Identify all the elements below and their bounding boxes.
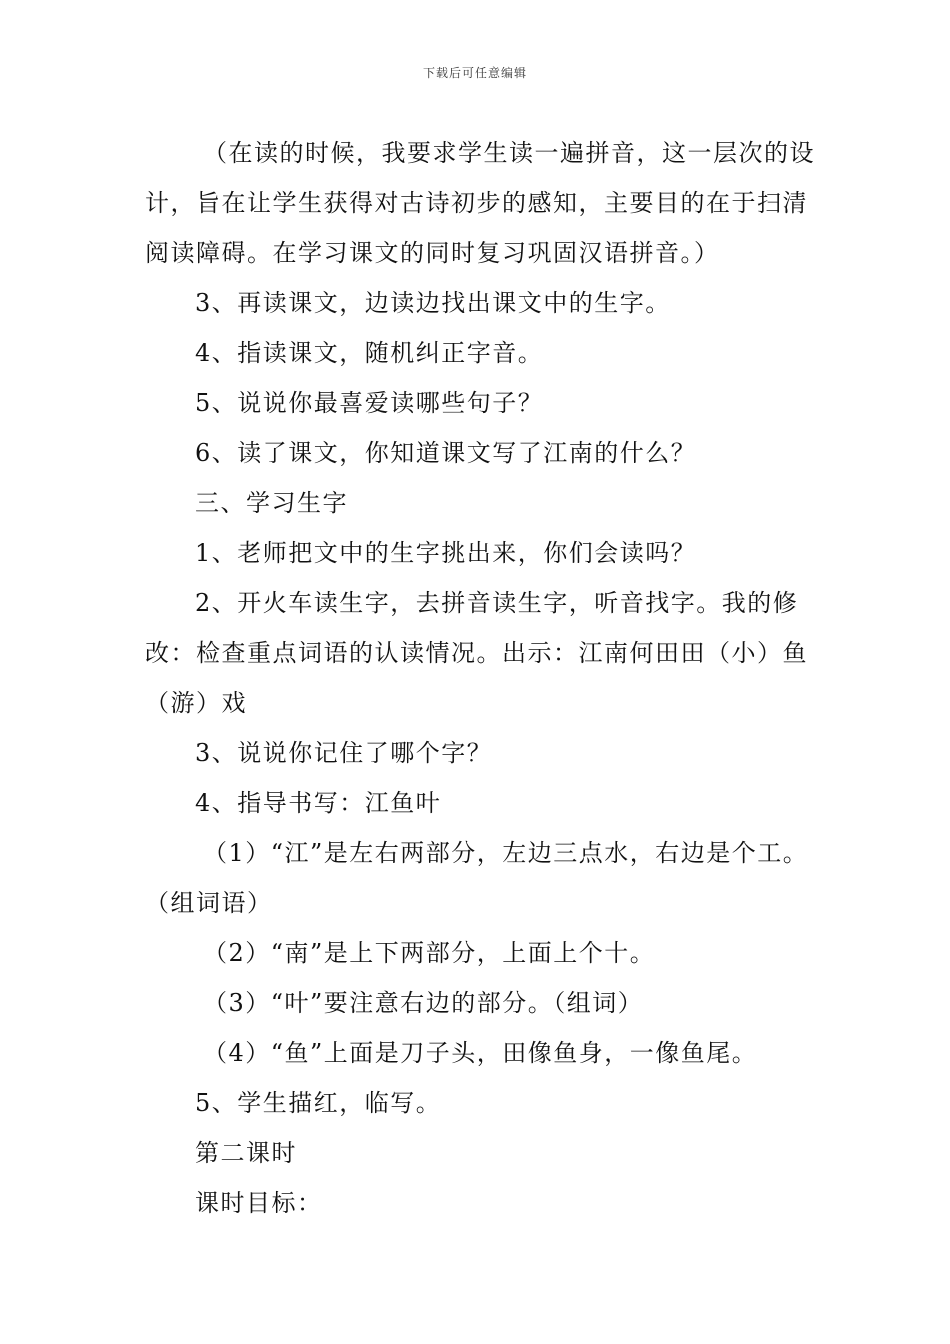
paragraph-char-step-3: 3、说说你记住了哪个字？: [195, 739, 493, 767]
section-heading-lesson-goals: 课时目标：: [195, 1189, 323, 1217]
paragraph-writing-ye: （3）“叶”要注意右边的部分。（组词）: [203, 989, 644, 1017]
paragraph-writing-yu: （4）“鱼”上面是刀子头，田像鱼身，一像鱼尾。: [203, 1039, 758, 1067]
paragraph-step-6-content: 6、读了课文，你知道课文写了江南的什么？: [195, 439, 697, 467]
section-heading-learn-characters: 三、学习生字: [195, 489, 348, 517]
paragraph-writing-jiang: （1）“江”是左右两部分，左边三点水，右边是个工。（组词语）: [145, 839, 809, 917]
document-body: [145, 128, 815, 1228]
paragraph-step-4-read: 4、指读课文，随机纠正字音。: [195, 339, 544, 367]
paragraph-design-note: （在读的时候，我要求学生读一遍拼音，这一层次的设计，旨在让学生获得对古诗初步的感知，主要目的在于扫清阅读障碍。在学习课文的同时复习巩固汉语拼音。）: [145, 139, 815, 267]
paragraph-writing-nan: （2）“南”是上下两部分，上面上个十。: [203, 939, 656, 967]
paragraph-step-5-favorite: 5、说说你最喜爱读哪些句子？: [195, 389, 544, 417]
section-heading-second-lesson: 第二课时: [195, 1139, 297, 1167]
paragraph-char-step-4: 4、指导书写：江鱼叶: [195, 789, 442, 817]
paragraph-step-3-reread: 3、再读课文，边读边找出课文中的生字。: [195, 289, 671, 317]
paragraph-char-step-2: 2、开火车读生字，去拼音读生字，听音找字。我的修改：检查重点词语的认读情况。出示：江南何田田（小）鱼（游）戏: [145, 589, 808, 717]
page-header-note: 下载后可任意编辑: [422, 66, 527, 80]
paragraph-char-step-1: 1、老师把文中的生字挑出来，你们会读吗？: [195, 539, 697, 567]
paragraph-char-step-5: 5、学生描红，临写。: [195, 1089, 442, 1117]
